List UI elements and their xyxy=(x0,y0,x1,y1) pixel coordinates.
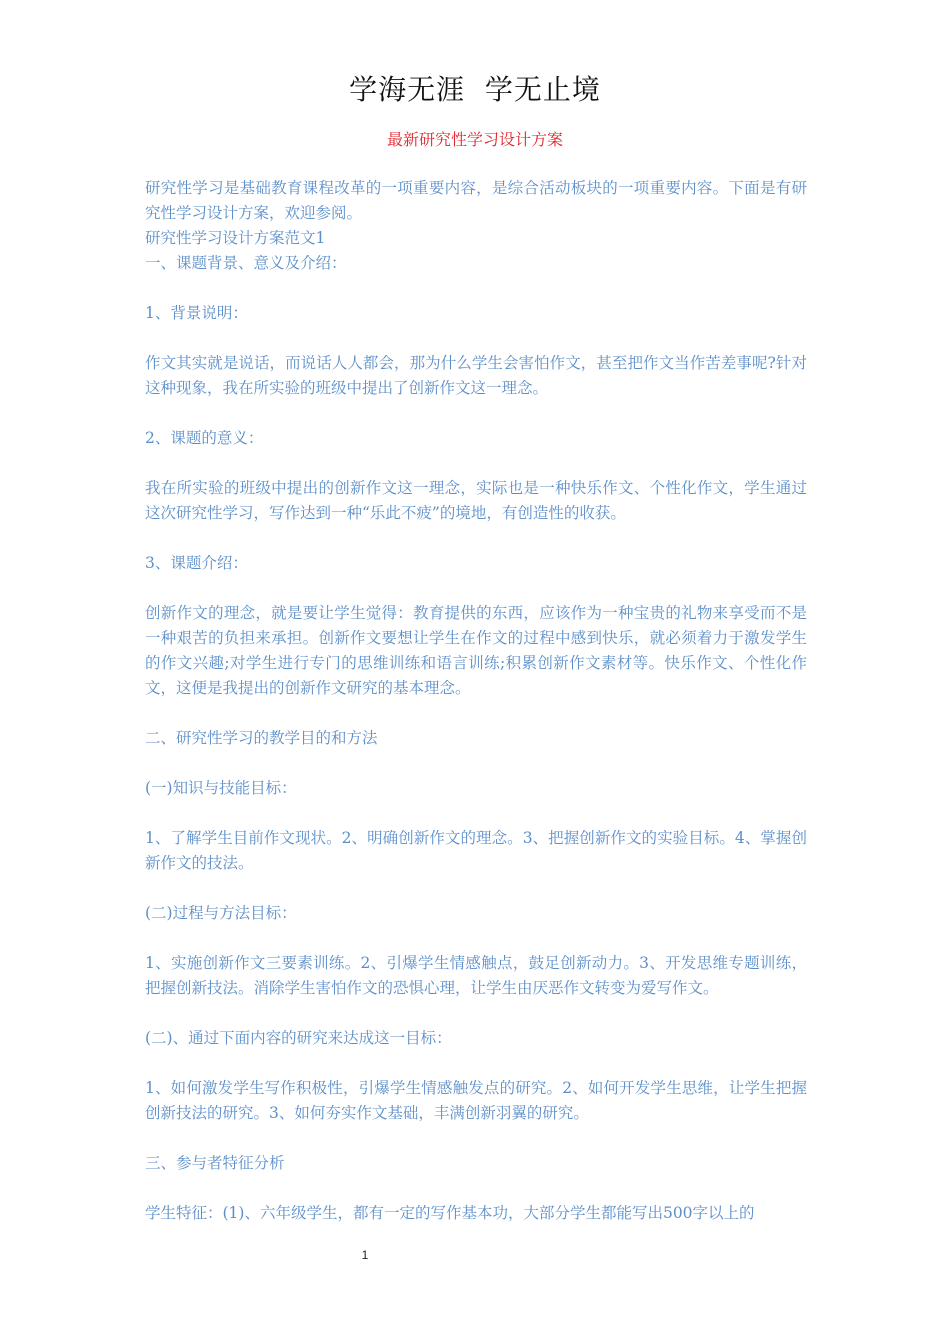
paragraph-background: 作文其实就是说话，而说话人人都会，那为什么学生会害怕作文，甚至把作文当作苦差事呢?针对这种现象，我在所实验的班级中提出了创新作文这一理念。 xyxy=(145,354,807,397)
subheading-background: 1、背景说明： xyxy=(145,304,248,322)
intro-paragraph: 研究性学习是基础教育课程改革的一项重要内容，是综合活动板块的一项重要内容。下面是有研究性学习设计方案，欢迎参阅。 xyxy=(145,179,807,222)
document-subtitle: 最新研究性学习设计方案 xyxy=(386,130,563,149)
section-heading-2: 二、研究性学习的教学目的和方法 xyxy=(145,729,378,747)
paragraph-student-features: 学生特征：(1)、六年级学生，都有一定的写作基本功，大部分学生都能写出500字以上的 xyxy=(145,1204,755,1222)
subheading-introduction: 3、课题介绍： xyxy=(145,554,248,572)
subheading-process-goals: (二)过程与方法目标： xyxy=(145,904,297,922)
paragraph-knowledge-goals: 1、了解学生目前作文现状。2、明确创新作文的理念。3、把握创新作文的实验目标。4、掌握创新作文的技法。 xyxy=(145,829,807,872)
document-body xyxy=(145,176,807,1226)
subheading-research-content: (二)、通过下面内容的研究来达成这一目标： xyxy=(145,1029,452,1047)
paragraph-introduction: 创新作文的理念，就是要让学生觉得：教育提供的东西，应该作为一种宝贵的礼物来享受而不是一种艰苦的负担来承担。创新作文要想让学生在作文的过程中感到快乐，就必须着力于激发学生的作文兴趣;对学生进行专门的思维训练和语言训练;积累创新作文素材等。快乐作文、个性化作文，这便是我提出的创新作文研究的基本理念。 xyxy=(145,604,807,697)
paragraph-research-content: 1、如何激发学生写作积极性，引爆学生情感触发点的研究。2、如何开发学生思维，让学生把握创新技法的研究。3、如何夯实作文基础，丰满创新羽翼的研究。 xyxy=(145,1079,807,1122)
section-heading-1: 一、课题背景、意义及介绍： xyxy=(145,254,347,272)
subheading-knowledge-goals: (一)知识与技能目标： xyxy=(145,779,297,797)
subheading-significance: 2、课题的意义： xyxy=(145,429,264,447)
section-heading-3: 三、参与者特征分析 xyxy=(145,1154,285,1172)
paragraph-significance: 我在所实验的班级中提出的创新作文这一理念，实际也是一种快乐作文、个性化作文，学生通过这次研究性学习，写作达到一种“乐此不疲”的境地，有创造性的收获。 xyxy=(145,479,807,522)
paragraph-process-goals: 1、实施创新作文三要素训练。2、引爆学生情感触点，鼓足创新动力。3、开发思维专题训练，把握创新技法。消除学生害怕作文的恐惧心理，让学生由厌恶作文转变为爱写作文。 xyxy=(145,954,807,997)
header-motto: 学海无涯 学无止境 xyxy=(349,73,601,106)
page-number: 1 xyxy=(361,1248,369,1262)
sample-heading: 研究性学习设计方案范文1 xyxy=(145,229,326,247)
